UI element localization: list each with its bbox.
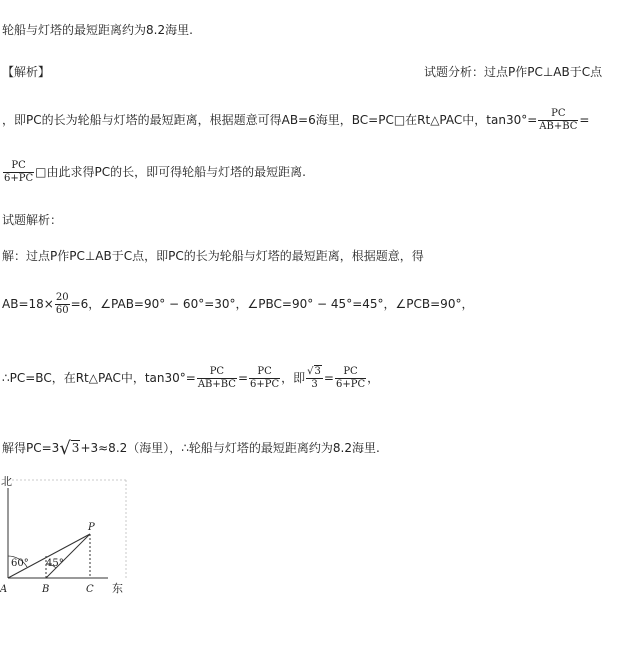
analysis-line-3: [2, 160, 306, 185]
tan-fraction-1-num: PC: [538, 108, 578, 121]
analysis-eq: =: [579, 113, 590, 127]
tan-fraction-1-den: AB+BC: [539, 121, 578, 132]
ab-fraction-den: 60: [55, 305, 69, 316]
ab-fraction-num: 20: [55, 292, 69, 303]
point-b-label: B: [42, 584, 50, 595]
segment-bp: [46, 534, 90, 578]
pc-end: ，: [367, 371, 380, 385]
result-prefix: 解得PC=3: [2, 441, 60, 455]
pc-eq: =: [237, 371, 249, 385]
pc-fraction-2: [249, 366, 280, 391]
analysis-line-3-text: □由此求得PC的长，即可得轮船与灯塔的最短距离.: [35, 165, 306, 179]
pc-fraction-1-num: PC: [197, 366, 237, 379]
pc-fraction-2-num: PC: [249, 366, 280, 379]
tan-fraction-2: [3, 160, 34, 185]
tan-fraction-1: [538, 108, 578, 133]
east-label: 东: [112, 582, 123, 595]
solution-pc-line: [2, 366, 379, 391]
answer-line: 轮船与灯塔的最短距离约为8.2海里.: [2, 23, 193, 37]
analysis-heading: 【解析】: [2, 65, 51, 79]
solution-ab-line: [2, 292, 473, 317]
point-p-label: P: [88, 522, 95, 533]
point-c-label: C: [86, 584, 94, 595]
north-label: 北: [1, 475, 12, 488]
sqrt3-radicand: 3: [314, 366, 321, 377]
result-sqrt-radicand: 3: [71, 441, 80, 455]
pc-fraction-1: [197, 366, 237, 391]
ab-prefix: AB=18×: [2, 297, 54, 311]
pc-mid: ，即: [281, 371, 306, 385]
result-suffix: +3≈8.2（海里），∴轮船与灯塔的最短距离约为8.2海里.: [80, 441, 380, 455]
angle-60-label: 60°: [11, 558, 29, 569]
tan-fraction-2-den: 6+PC: [4, 173, 34, 184]
geometry-diagram: [0, 474, 140, 604]
pc-fraction-1-den: AB+BC: [197, 379, 236, 390]
pc-eq-2: =: [323, 371, 334, 385]
sqrt3-over-3-num: [306, 366, 323, 379]
pc-fraction-3: [335, 366, 366, 391]
solution-heading: 试题解析：: [2, 213, 63, 227]
tan-fraction-2-num: PC: [3, 160, 34, 173]
point-a-label: A: [0, 584, 8, 595]
ab-fraction: [55, 292, 70, 317]
pc-prefix: ∴PC=BC，在Rt△PAC中，tan30°=: [2, 371, 196, 385]
analysis-line-2-text: ，即PC的长为轮船与灯塔的最短距离，根据题意可得AB=6海里，BC=PC□在Rt△PAC中，tan30°=: [2, 113, 538, 127]
pc-fraction-2-den: 6+PC: [250, 379, 280, 390]
analysis-intro: 试题分析：过点P作PC⊥AB于C点: [424, 65, 603, 79]
ab-suffix: =6，∠PAB=90° − 60°=30°，∠PBC=90° − 45°=45°，∠PCB=90°，: [70, 297, 474, 311]
angle-45-label: 45°: [46, 558, 64, 569]
sqrt-sign: √3: [307, 366, 321, 377]
pc-fraction-3-num: PC: [335, 366, 366, 379]
result-sqrt: [59, 438, 80, 459]
solution-result-line: [2, 440, 380, 457]
segment-ap: [8, 534, 90, 578]
pc-fraction-3-den: 6+PC: [335, 379, 366, 390]
analysis-line-2: [2, 108, 589, 133]
sqrt3-over-3: [306, 366, 323, 391]
sqrt3-over-3-den: 3: [311, 379, 318, 390]
solution-line-1: 解：过点P作PC⊥AB于C点，即PC的长为轮船与灯塔的最短距离，根据题意，得: [2, 249, 424, 263]
result-sqrt-sign: √: [59, 438, 71, 459]
